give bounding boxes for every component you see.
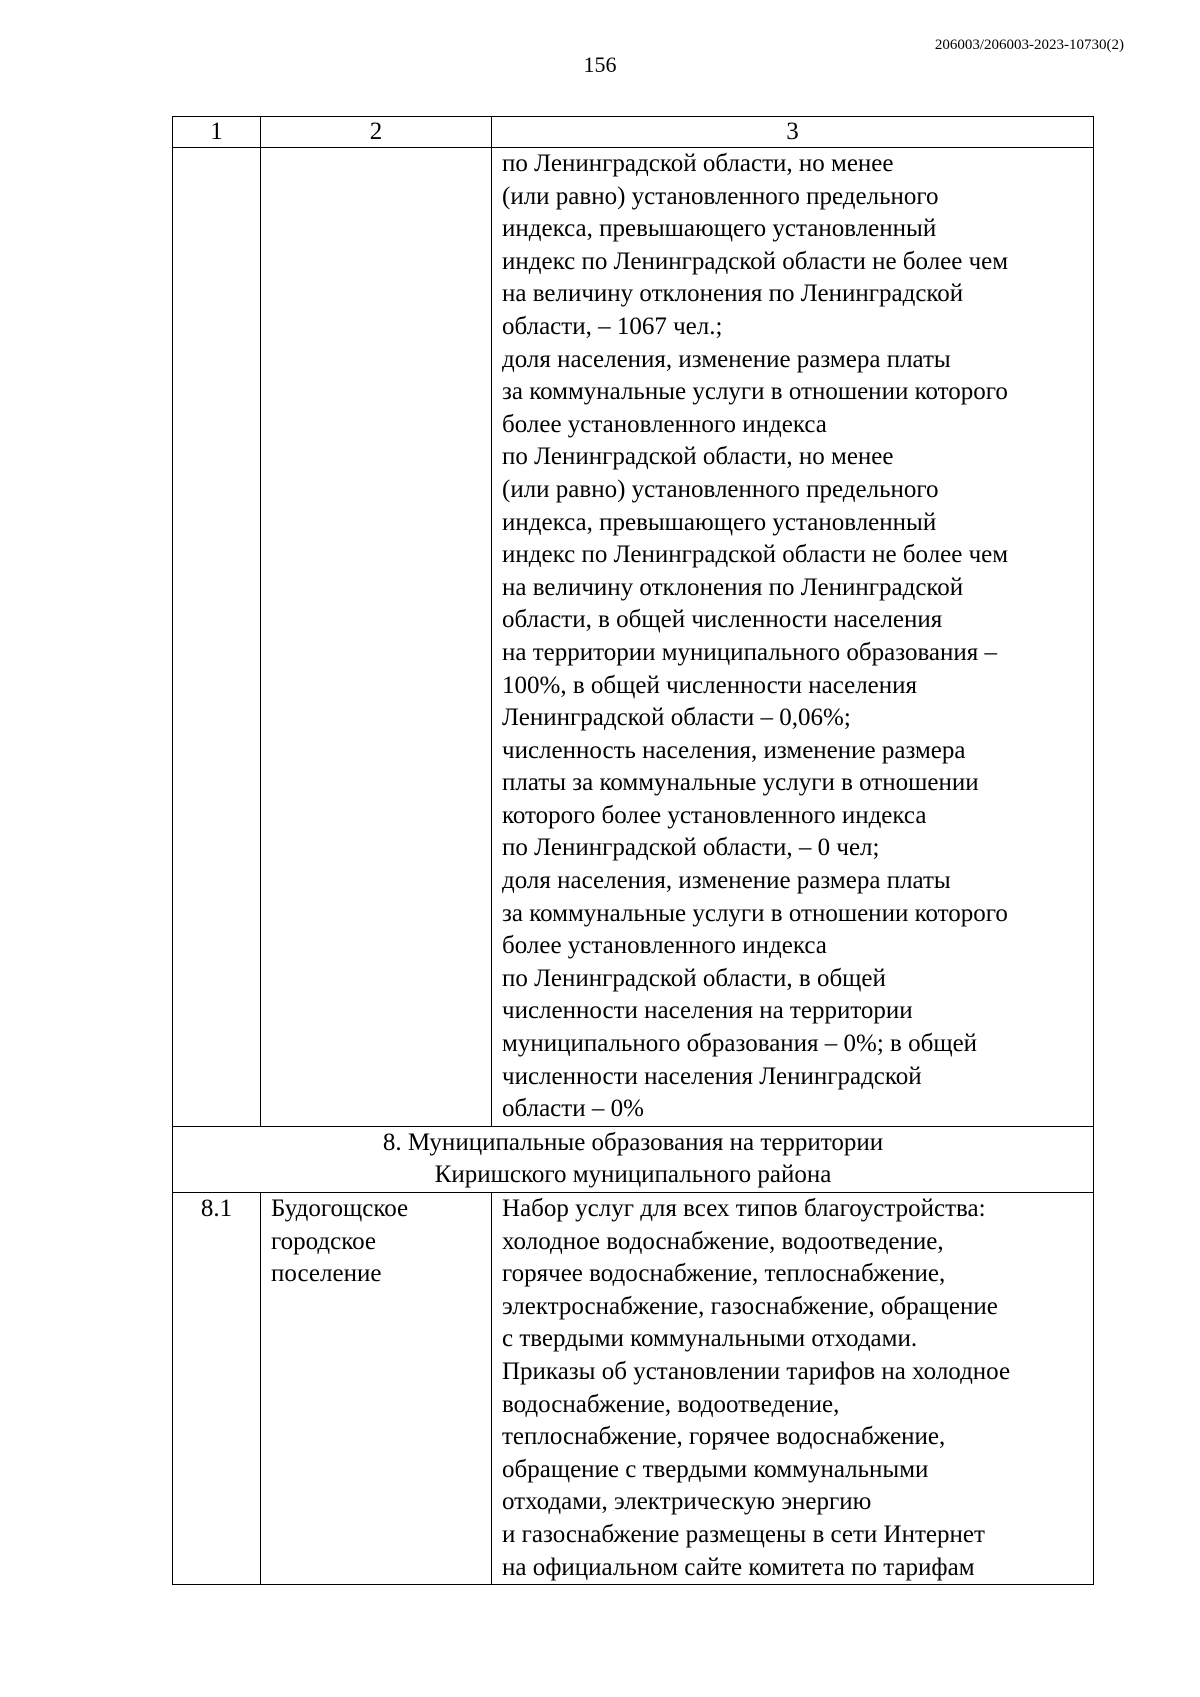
- section-heading-row: [173, 1126, 1094, 1192]
- table-row-continuation: [173, 148, 1094, 1127]
- continuation-number-cell: [173, 148, 261, 1127]
- description-line: и газоснабжение размещены в сети Интернет: [502, 1520, 985, 1548]
- continuation-text-line: на территории муниципального образования –: [502, 638, 998, 666]
- column-header-1: 1: [173, 117, 261, 148]
- continuation-name-cell: [261, 148, 492, 1127]
- description-line: холодное водоснабжение, водоотведение,: [502, 1227, 944, 1255]
- continuation-text-line: (или равно) установленного предельного: [502, 475, 939, 503]
- section-heading: [173, 1126, 1094, 1192]
- settlement-name-line: Будогощское: [271, 1195, 409, 1222]
- continuation-text-line: более установленного индекса: [502, 410, 827, 438]
- continuation-text-line: на величину отклонения по Ленинградской: [502, 280, 964, 308]
- continuation-text-line: индекса, превышающего установленный: [502, 215, 937, 243]
- continuation-text-line: на величину отклонения по Ленинградской: [502, 573, 964, 601]
- continuation-text-line: платы за коммунальные услуги в отношении: [502, 769, 979, 797]
- description-line: водоснабжение, водоотведение,: [502, 1390, 840, 1418]
- continuation-text-line: индекс по Ленинградской области не более чем: [502, 247, 1009, 275]
- settlement-name-line: поселение: [271, 1260, 382, 1288]
- row-number: 8.1: [173, 1193, 261, 1585]
- column-header-3: 3: [492, 117, 1094, 148]
- continuation-text-line: численность населения, изменение размера: [502, 736, 966, 764]
- settlement-name-line: городское: [271, 1227, 377, 1255]
- continuation-text-line: по Ленинградской области, в общей: [502, 964, 886, 992]
- continuation-text-line: индекс по Ленинградской области не более чем: [502, 541, 1009, 569]
- continuation-text-line: численности населения на территории: [502, 997, 913, 1025]
- description-line: обращение с твердыми коммунальными: [502, 1455, 929, 1483]
- continuation-text-line: Ленинградской области – 0,06%;: [502, 704, 851, 732]
- continuation-text-line: доля населения, изменение размера платы: [502, 345, 951, 373]
- table-row-8-1: [173, 1193, 1094, 1585]
- section-heading-line: Киришского муниципального района: [434, 1161, 832, 1189]
- continuation-text-line: за коммунальные услуги в отношении которого: [502, 899, 1008, 927]
- section-heading-line: 8. Муниципальные образования на территории: [382, 1128, 884, 1156]
- data-table: [172, 116, 1094, 1585]
- continuation-text-line: по Ленинградской области, но менее: [502, 443, 894, 471]
- row-description: [492, 1193, 1094, 1585]
- continuation-text-cell: [492, 148, 1094, 1127]
- continuation-text-line: муниципального образования – 0%; в общей: [502, 1030, 978, 1058]
- column-header-2: 2: [261, 117, 492, 148]
- document-id: 206003/206003-2023-10730(2): [934, 37, 1124, 53]
- continuation-text-line: области, в общей численности населения: [502, 606, 943, 634]
- page-number: 156: [583, 52, 617, 77]
- settlement-name: [261, 1193, 492, 1585]
- continuation-text-line: (или равно) установленного предельного: [502, 182, 939, 210]
- continuation-text-line: доля населения, изменение размера платы: [502, 867, 951, 895]
- continuation-text-line: 100%, в общей численности населения: [502, 671, 918, 699]
- description-line: отходами, электрическую энергию: [502, 1488, 872, 1516]
- continuation-text-line: более установленного индекса: [502, 932, 827, 960]
- continuation-text-line: по Ленинградской области, но менее: [502, 150, 894, 177]
- table-header-row: [173, 117, 1094, 148]
- continuation-text-line: которого более установленного индекса: [502, 801, 927, 829]
- continuation-text-line: области – 0%: [502, 1095, 644, 1123]
- description-line: горячее водоснабжение, теплоснабжение,: [502, 1260, 946, 1288]
- continuation-text-line: индекса, превышающего установленный: [502, 508, 937, 536]
- description-line: Набор услуг для всех типов благоустройства:: [502, 1195, 986, 1222]
- description-line: на официальном сайте комитета по тарифам: [502, 1553, 975, 1581]
- description-line: электроснабжение, газоснабжение, обращение: [502, 1292, 998, 1320]
- description-line: теплоснабжение, горячее водоснабжение,: [502, 1423, 946, 1451]
- continuation-text-line: численности населения Ленинградской: [502, 1062, 922, 1090]
- description-line: Приказы об установлении тарифов на холодное: [502, 1357, 1011, 1385]
- continuation-text-line: по Ленинградской области, – 0 чел;: [502, 834, 880, 862]
- continuation-text-line: области, – 1067 чел.;: [502, 312, 723, 340]
- continuation-text-line: за коммунальные услуги в отношении которого: [502, 378, 1008, 406]
- description-line: с твердыми коммунальными отходами.: [502, 1325, 918, 1353]
